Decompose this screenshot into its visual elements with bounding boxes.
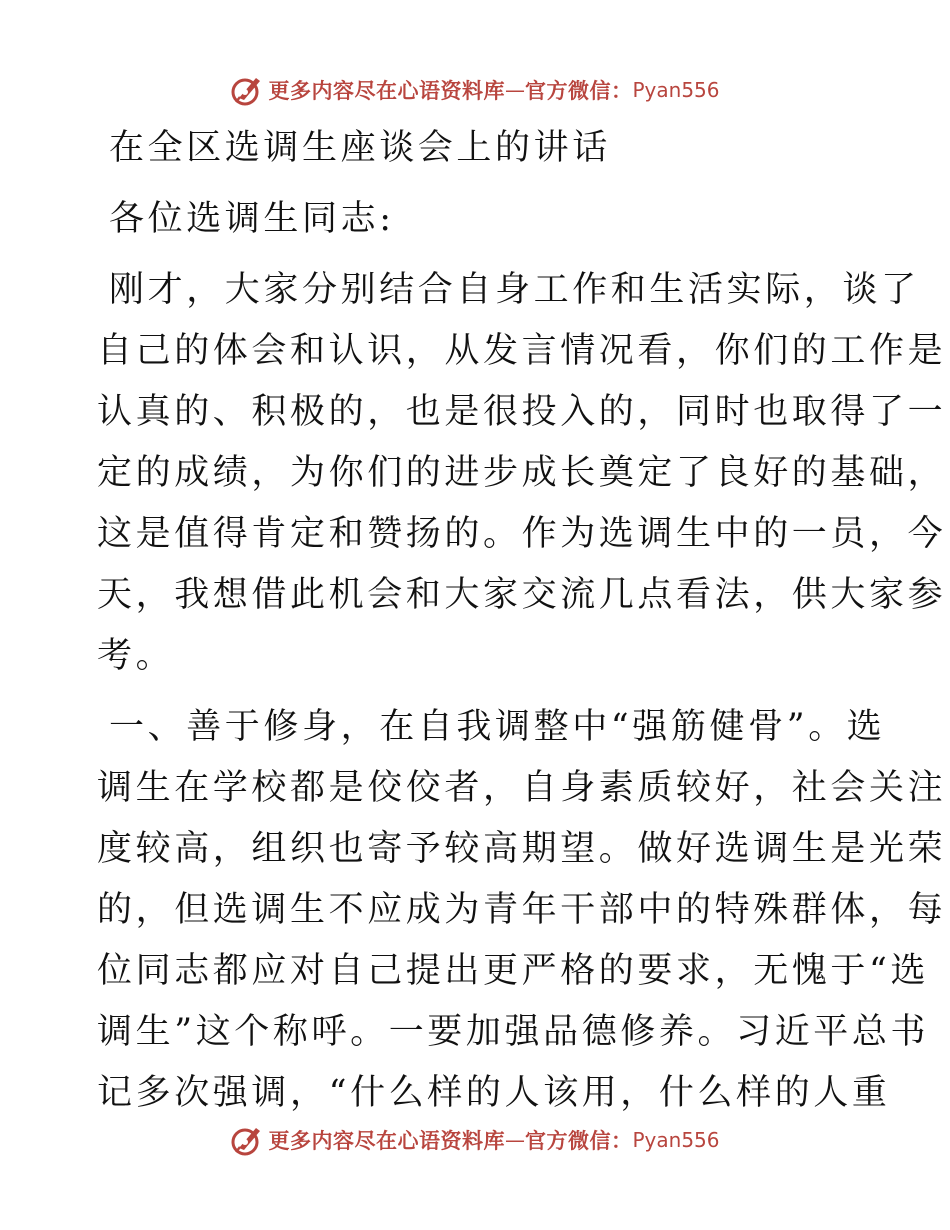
text-line: 一、善于修身，在自我调整中“强筋健骨”。选 [109, 707, 886, 747]
text-line: 天，我想借此机会和大家交流几点看法，供大家参 [97, 575, 947, 615]
watermark-wechat-id: Pyan556 [632, 78, 720, 102]
footer-watermark [0, 1120, 950, 1160]
watermark-dash: — [504, 78, 525, 102]
text-line: 定的成绩，为你们的进步成长奠定了良好的基础， [97, 453, 947, 493]
document-body [97, 118, 947, 1124]
text-line: 调生在学校都是佼佼者，自身素质较好，社会关注 [97, 768, 947, 808]
header-watermark [0, 70, 950, 110]
text-line: 考。 [97, 636, 175, 676]
text-line: 刚才，大家分别结合自身工作和生活实际，谈了 [109, 270, 920, 310]
quill-logo-icon [230, 73, 264, 107]
watermark-main-text: 更多内容尽在心语资料库 [268, 78, 505, 103]
watermark-sub-text: 官方微信： [524, 1128, 633, 1153]
document-title: 在全区选调生座谈会上的讲话 [109, 128, 611, 168]
text-line: 记多次强调，“什么样的人该用，什么样的人重 [97, 1073, 891, 1113]
text-line: 度较高，组织也寄予较高期望。做好选调生是光荣 [97, 829, 947, 869]
quill-logo-icon [230, 1123, 264, 1157]
paragraph-1 [97, 260, 947, 687]
text-line: 的，但选调生不应成为青年干部中的特殊群体，每 [97, 890, 947, 930]
text-line: 自己的体会和认识，从发言情况看，你们的工作是 [97, 331, 947, 371]
watermark-dash: — [504, 1128, 525, 1152]
watermark-main-text: 更多内容尽在心语资料库 [268, 1128, 505, 1153]
paragraph-2 [97, 697, 947, 1124]
watermark-wechat-id: Pyan556 [632, 1128, 720, 1152]
text-line: 认真的、积极的，也是很投入的，同时也取得了一 [97, 392, 947, 432]
text-line: 调生”这个称呼。一要加强品德修养。习近平总书 [97, 1012, 930, 1052]
text-line: 位同志都应对自己提出更严格的要求，无愧于“选 [97, 951, 930, 991]
salutation: 各位选调生同志: [109, 199, 395, 239]
text-line: 这是值得肯定和赞扬的。作为选调生中的一员，今 [97, 514, 947, 554]
watermark-sub-text: 官方微信： [524, 78, 633, 103]
